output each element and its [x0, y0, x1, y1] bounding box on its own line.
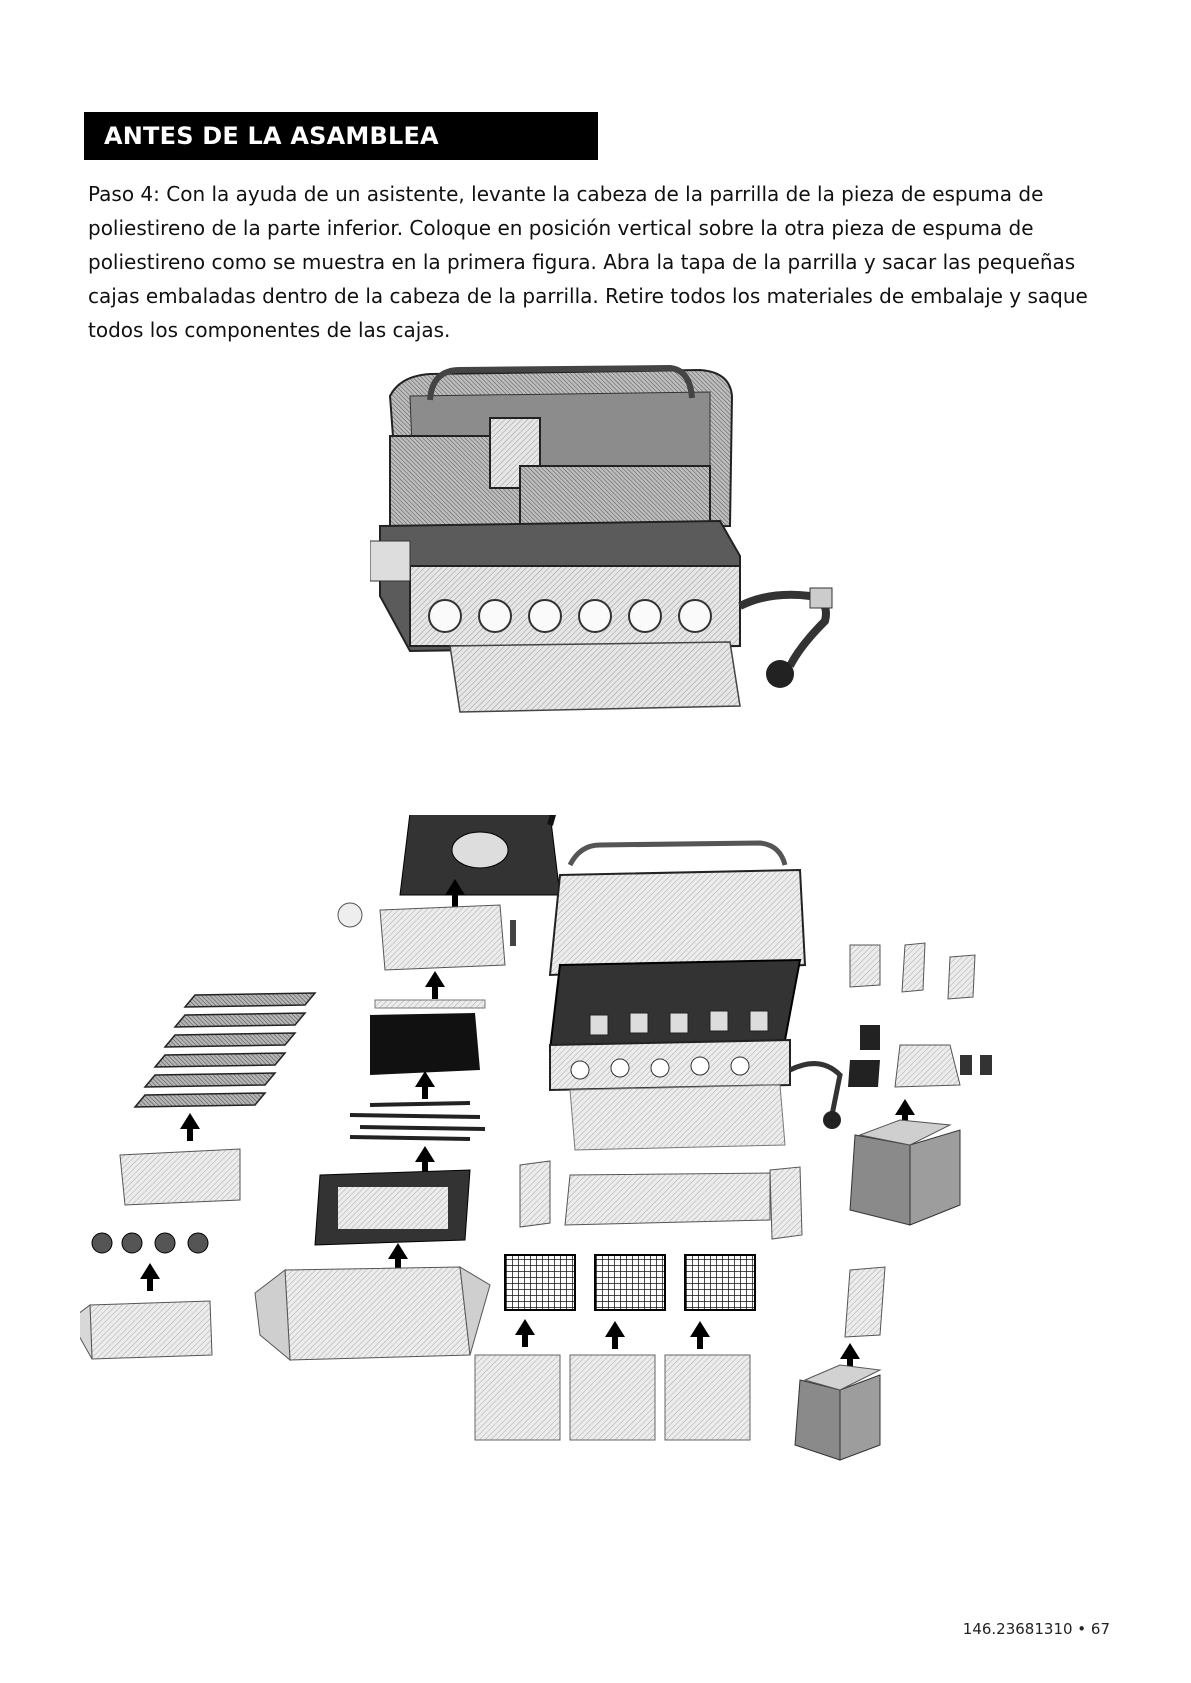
exploded-parts-unpacking-illustration	[80, 815, 1120, 1595]
step-instructions: Paso 4: Con la ayuda de un asistente, levante la cabeza de la parrilla de la pieza de espuma de poliestireno de la parte inferior. Coloque en posición vertical sobre la otra pieza de espuma de poliestireno como se muestra en la primera figura. Abra la tapa de la parrilla y sacar las pequeñas cajas embaladas dentro de la cabeza de la parrilla. Retire todos los materiales de embalaje y saque todos los componentes de las cajas.	[88, 182, 1088, 342]
grill-open-lid-illustration	[370, 356, 910, 766]
section-header: ANTES DE LA ASAMBLEA	[84, 112, 598, 160]
page-number: 146.23681310 • 67	[962, 1620, 1110, 1638]
